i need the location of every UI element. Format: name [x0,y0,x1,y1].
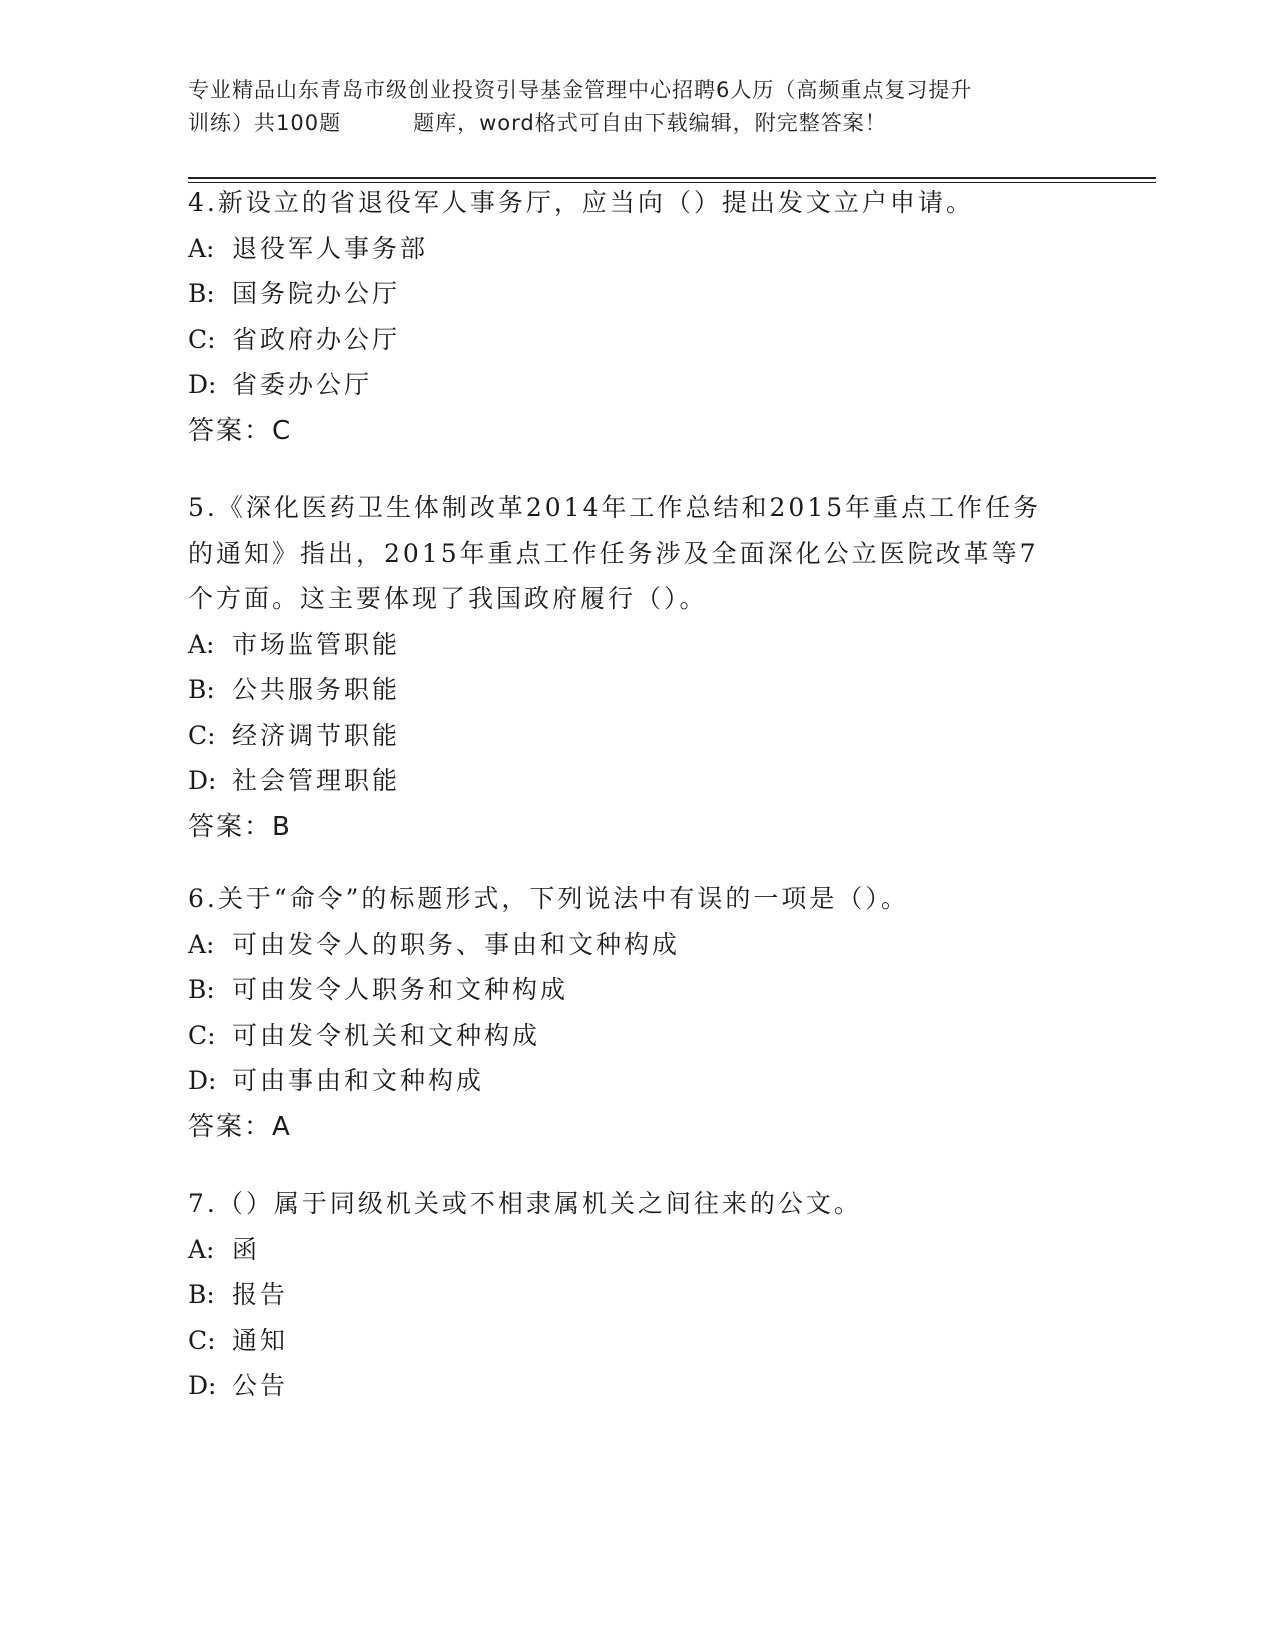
question-stem: 5.《深化医药卫生体制改革2014年工作总结和2015年重点工作任务的通知》指出，2015年重点工作任务涉及全面深化公立医院改革等7个方面。这主要体现了我国政府履行（）。 [188,493,1042,613]
option-label: D: [188,1371,217,1400]
question-block [188,876,1088,1150]
option-label: B: [188,1280,215,1309]
question-stem: 4.新设立的省退役军人事务厅，应当向（）提出发文立户申请。 [188,188,974,217]
option-label: A: [188,629,215,659]
option-label: B: [188,975,215,1004]
header-line-2-part-1: 训练）共100题 [188,111,342,135]
question-stem: 6.关于“命令”的标题形式，下列说法中有误的一项是（）。 [188,884,909,913]
question-stem: 7.（）属于同级机关或不相隶属机关之间往来的公文。 [188,1189,862,1218]
option-label: C: [188,720,216,750]
answer: 答案：A [188,1111,292,1142]
option-b [188,271,1088,317]
option-text: 经济调节职能 [232,720,401,750]
option-label: D: [188,1066,217,1095]
option-label: D: [188,766,217,795]
option-text: 可由事由和文种构成 [232,1066,485,1095]
option-c [188,713,1048,759]
option-d [188,758,1048,804]
option-label: A: [188,929,215,959]
option-text: 可由发令人的职务、事由和文种构成 [232,929,681,959]
option-c [188,317,1088,363]
option-label: C: [188,1325,216,1355]
option-text: 社会管理职能 [232,766,401,795]
option-b [188,1272,1088,1318]
option-label: C: [188,1020,216,1050]
option-a [188,922,1088,968]
question-block [188,1181,1088,1409]
option-a [188,1227,1088,1273]
option-d [188,1058,1088,1104]
header-line-1: 专业精品山东青岛市级创业投资引导基金管理中心招聘6人历（高频重点复习提升 [188,78,973,102]
option-text: 报告 [232,1280,289,1309]
option-c [188,1318,1088,1364]
answer: 答案：C [188,415,293,446]
option-text: 可由发令人职务和文种构成 [232,975,569,1004]
header-divider-thick [188,177,1156,179]
option-text: 国务院办公厅 [232,279,401,308]
option-text: 省委办公厅 [232,370,373,399]
option-text: 可由发令机关和文种构成 [232,1020,541,1050]
document-header [188,74,1088,140]
option-b [188,667,1048,713]
option-text: 通知 [232,1325,289,1355]
option-b [188,967,1088,1013]
option-d [188,1363,1088,1409]
option-text: 市场监管职能 [232,629,401,659]
answer: 答案：B [188,811,292,842]
option-label: C: [188,324,216,354]
option-text: 省政府办公厅 [232,324,401,354]
option-a [188,622,1048,668]
option-label: B: [188,675,215,704]
option-label: B: [188,279,215,308]
option-d [188,362,1088,408]
option-c [188,1013,1088,1059]
header-line-2 [188,107,1088,140]
option-text: 退役军人事务部 [232,233,429,263]
option-label: D: [188,370,217,399]
option-label: A: [188,233,215,263]
header-line-2-part-2: 题库，word格式可自由下载编辑，附完整答案！ [413,111,887,135]
option-text: 函 [232,1234,261,1264]
option-label: A: [188,1234,215,1264]
option-text: 公共服务职能 [232,675,401,704]
question-block [188,180,1088,454]
option-a [188,226,1088,272]
question-block [188,485,1048,850]
option-text: 公告 [232,1371,289,1400]
